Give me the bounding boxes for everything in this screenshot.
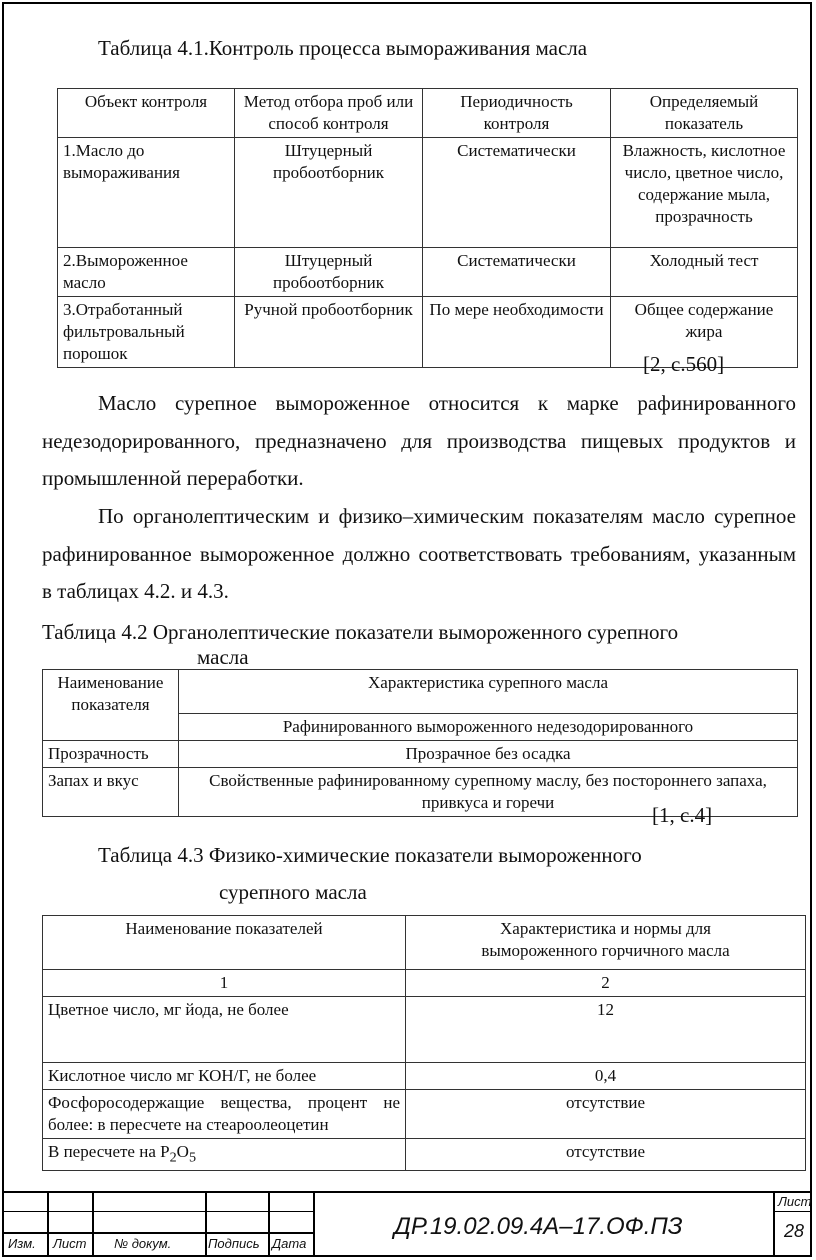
paragraph-2-text: По органолептическим и физико–химическим показателям масло сурепное рафинированное вымороженное должно соответствовать требованиям, указанным в таблицах 4.2. и 4.3. (42, 504, 796, 603)
stamp-line (773, 1191, 775, 1255)
stamp-label-sign: Подпись (208, 1236, 260, 1251)
table3-caption-line1: Таблица 4.3 Физико-химические показатели вымороженного (98, 843, 642, 867)
table-row (58, 248, 798, 297)
table1-cell: 3.Отработанный фильтровальный порошок (58, 297, 235, 368)
table1-cell: По мере необходимости (423, 297, 611, 368)
document-code: ДР.19.02.09.4А–17.ОФ.ПЗ (394, 1213, 683, 1240)
table1-header-cell: Объект контроля (58, 89, 235, 138)
table1-cell: Систематически (423, 248, 611, 297)
table1-cell: Ручной пробоотборник (235, 297, 423, 368)
stamp-label-list: Лист (53, 1236, 87, 1251)
table-row (43, 1139, 806, 1171)
table-row (43, 1063, 806, 1090)
table3-cell-formula (43, 1139, 406, 1171)
stamp-label-doc: № докум. (114, 1236, 172, 1251)
formula-sub2: 5 (188, 1149, 197, 1166)
table-row (43, 741, 798, 768)
stamp-line (205, 1191, 207, 1255)
formula-prefix: В пересчете на Р (48, 1142, 170, 1161)
stamp-line (92, 1191, 94, 1255)
stamp-label-date: Дата (272, 1236, 307, 1251)
table3-header-cell: Наименование показателей (43, 916, 406, 970)
sheet-label: Лист (778, 1194, 812, 1209)
sheet-number: 28 (784, 1221, 805, 1241)
formula-mid: О (176, 1142, 189, 1161)
table1-cell: 2.Вымороженное масло (58, 248, 235, 297)
table3-header-cell: Характеристика и нормы для вымороженного горчичного масла (406, 916, 806, 970)
table3-cell: Фосфоросодержащие вещества, процент не более: в пересчете на стеароолеоцетин (43, 1090, 406, 1139)
stamp-line (268, 1191, 270, 1255)
table1-cell: Общее содержание жира (611, 297, 798, 368)
table1-reference: [2, с.560] (643, 352, 725, 376)
table1-cell: Штуцерный пробоотборник (235, 138, 423, 248)
table1 (57, 88, 798, 368)
table2-caption-line2: масла (197, 645, 249, 669)
table2 (42, 669, 798, 817)
table3-cell: отсутствие (406, 1139, 806, 1171)
stamp-line (4, 1191, 810, 1193)
table1-caption: Таблица 4.1.Контроль процесса вымораживания масла (98, 36, 588, 60)
table3-cell: 12 (406, 997, 806, 1063)
table3-number-cell: 1 (43, 970, 406, 997)
formula-sub1: 2 (169, 1149, 177, 1166)
stamp-line (47, 1191, 49, 1255)
paragraph-1 (42, 385, 796, 498)
table1-header-cell: Определяемый показатель (611, 89, 798, 138)
table2-cell: Прозрачность (43, 741, 179, 768)
table1-header-cell: Метод отбора проб или способ контроля (235, 89, 423, 138)
table1-cell: Систематически (423, 138, 611, 248)
table-row (43, 997, 806, 1063)
stamp-line (774, 1211, 810, 1212)
table-row (43, 1090, 806, 1139)
paragraph-1-text: Масло сурепное вымороженное относится к марке рафинированного недезодорированного, предназначено для производства пищевых продуктов и промышленной переработки. (42, 391, 796, 490)
table3-caption-line2: сурепного масла (219, 880, 367, 904)
table1-cell: 1.Масло до вымораживания (58, 138, 235, 248)
paragraph-2 (42, 498, 796, 611)
stamp-line (313, 1191, 315, 1255)
stamp-label-izm: Изм. (8, 1236, 36, 1251)
table1-header-cell: Периодичность контроля (423, 89, 611, 138)
table2-header-row (43, 670, 798, 714)
table1-header-row (58, 89, 798, 138)
table3-number-cell: 2 (406, 970, 806, 997)
table3 (42, 915, 806, 1171)
table2-caption-line1: Таблица 4.2 Органолептические показатели вымороженного сурепного (42, 620, 679, 644)
table2-header-char: Характеристика сурепного масла (179, 670, 798, 714)
table3-header-row (43, 916, 806, 970)
table3-cell: отсутствие (406, 1090, 806, 1139)
table-row (58, 138, 798, 248)
table1-cell: Штуцерный пробоотборник (235, 248, 423, 297)
table2-subheader: Рафинированного вымороженного недезодорированного (179, 714, 798, 741)
table3-cell: Кислотное число мг КОН/Г, не более (43, 1063, 406, 1090)
table2-reference: [1, с.4] (652, 803, 713, 827)
table3-cell: 0,4 (406, 1063, 806, 1090)
table1-cell: Влажность, кислотное число, цветное число, содержание мыла, прозрачность (611, 138, 798, 248)
table2-cell: Прозрачное без осадка (179, 741, 798, 768)
table2-cell: Запах и вкус (43, 768, 179, 817)
title-block (4, 1191, 812, 1257)
table3-number-row (43, 970, 806, 997)
table1-cell: Холодный тест (611, 248, 798, 297)
table2-cell: Свойственные рафинированному сурепному маслу, без постороннего запаха, привкуса и горечи (179, 768, 798, 817)
table2-header-name: Наименование показателя (43, 670, 179, 741)
table3-cell: Цветное число, мг йода, не более (43, 997, 406, 1063)
